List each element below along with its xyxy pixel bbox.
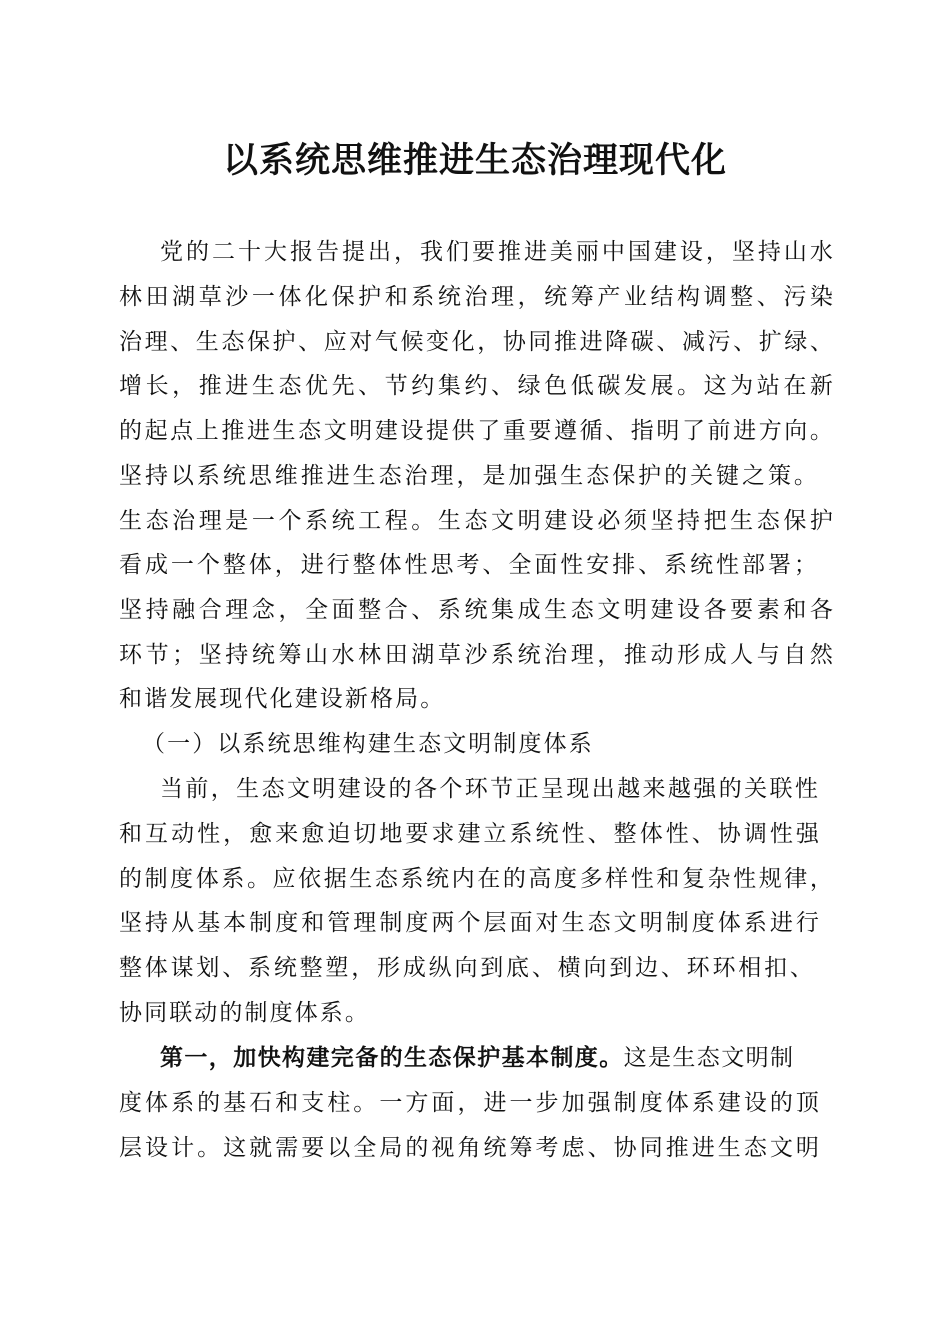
lead-continuation: 这是生态文明制 — [623, 1045, 795, 1071]
paragraph-line: 生态治理是一个系统工程。生态文明建设必须坚持把生态保护 — [119, 508, 835, 534]
paragraph-line: 的起点上推进生态文明建设提供了重要遵循、指明了前进方向。 — [119, 418, 835, 444]
paragraph-line: 看成一个整体，进行整体性思考、全面性安排、系统性部署； — [119, 552, 819, 578]
paragraph-line: 当前，生态文明建设的各个环节正呈现出越来越强的关联性 — [160, 776, 820, 802]
paragraph-line: 和互动性，愈来愈迫切地要求建立系统性、整体性、协调性强 — [119, 821, 821, 847]
paragraph-line: 治理、生态保护、应对气候变化，协同推进降碳、减污、扩绿、 — [119, 329, 835, 355]
bold-lead-sentence: 第一，加快构建完备的生态保护基本制度。 — [160, 1044, 624, 1071]
paragraph-line: 环节；坚持统筹山水林田湖草沙系统治理，推动形成人与自然 — [119, 642, 835, 668]
paragraph-line: 坚持以系统思维推进生态治理，是加强生态保护的关键之策。 — [119, 463, 819, 489]
paragraph-line: 坚持从基本制度和管理制度两个层面对生态文明制度体系进行 — [119, 910, 821, 936]
paragraph-line: 林田湖草沙一体化保护和系统治理，统筹产业结构调整、污染 — [119, 284, 835, 310]
paragraph-line — [160, 1036, 794, 1080]
section-heading: （一）以系统思维构建生态文明制度体系 — [142, 731, 594, 757]
paragraph-line: 的制度体系。应依据生态系统内在的高度多样性和复杂性规律， — [119, 866, 835, 892]
paragraph-line: 层设计。这就需要以全局的视角统筹考虑、协同推进生态文明 — [119, 1135, 821, 1161]
paragraph-line: 和谐发展现代化建设新格局。 — [119, 686, 446, 712]
paragraph-line: 增长，推进生态优先、节约集约、绿色低碳发展。这为站在新 — [119, 373, 835, 399]
paragraph-line: 协同联动的制度体系。 — [119, 1000, 370, 1026]
page-title: 以系统思维推进生态治理现代化 — [222, 140, 727, 181]
paragraph-line: 度体系的基石和支柱。一方面，进一步加强制度体系建设的顶 — [119, 1090, 821, 1116]
paragraph-line: 坚持融合理念，全面整合、系统集成生态文明建设各要素和各 — [119, 597, 835, 623]
paragraph-line: 整体谋划、系统整塑，形成纵向到底、横向到边、环环相扣、 — [119, 955, 815, 981]
paragraph-line: 党的二十大报告提出，我们要推进美丽中国建设，坚持山水 — [160, 239, 835, 265]
